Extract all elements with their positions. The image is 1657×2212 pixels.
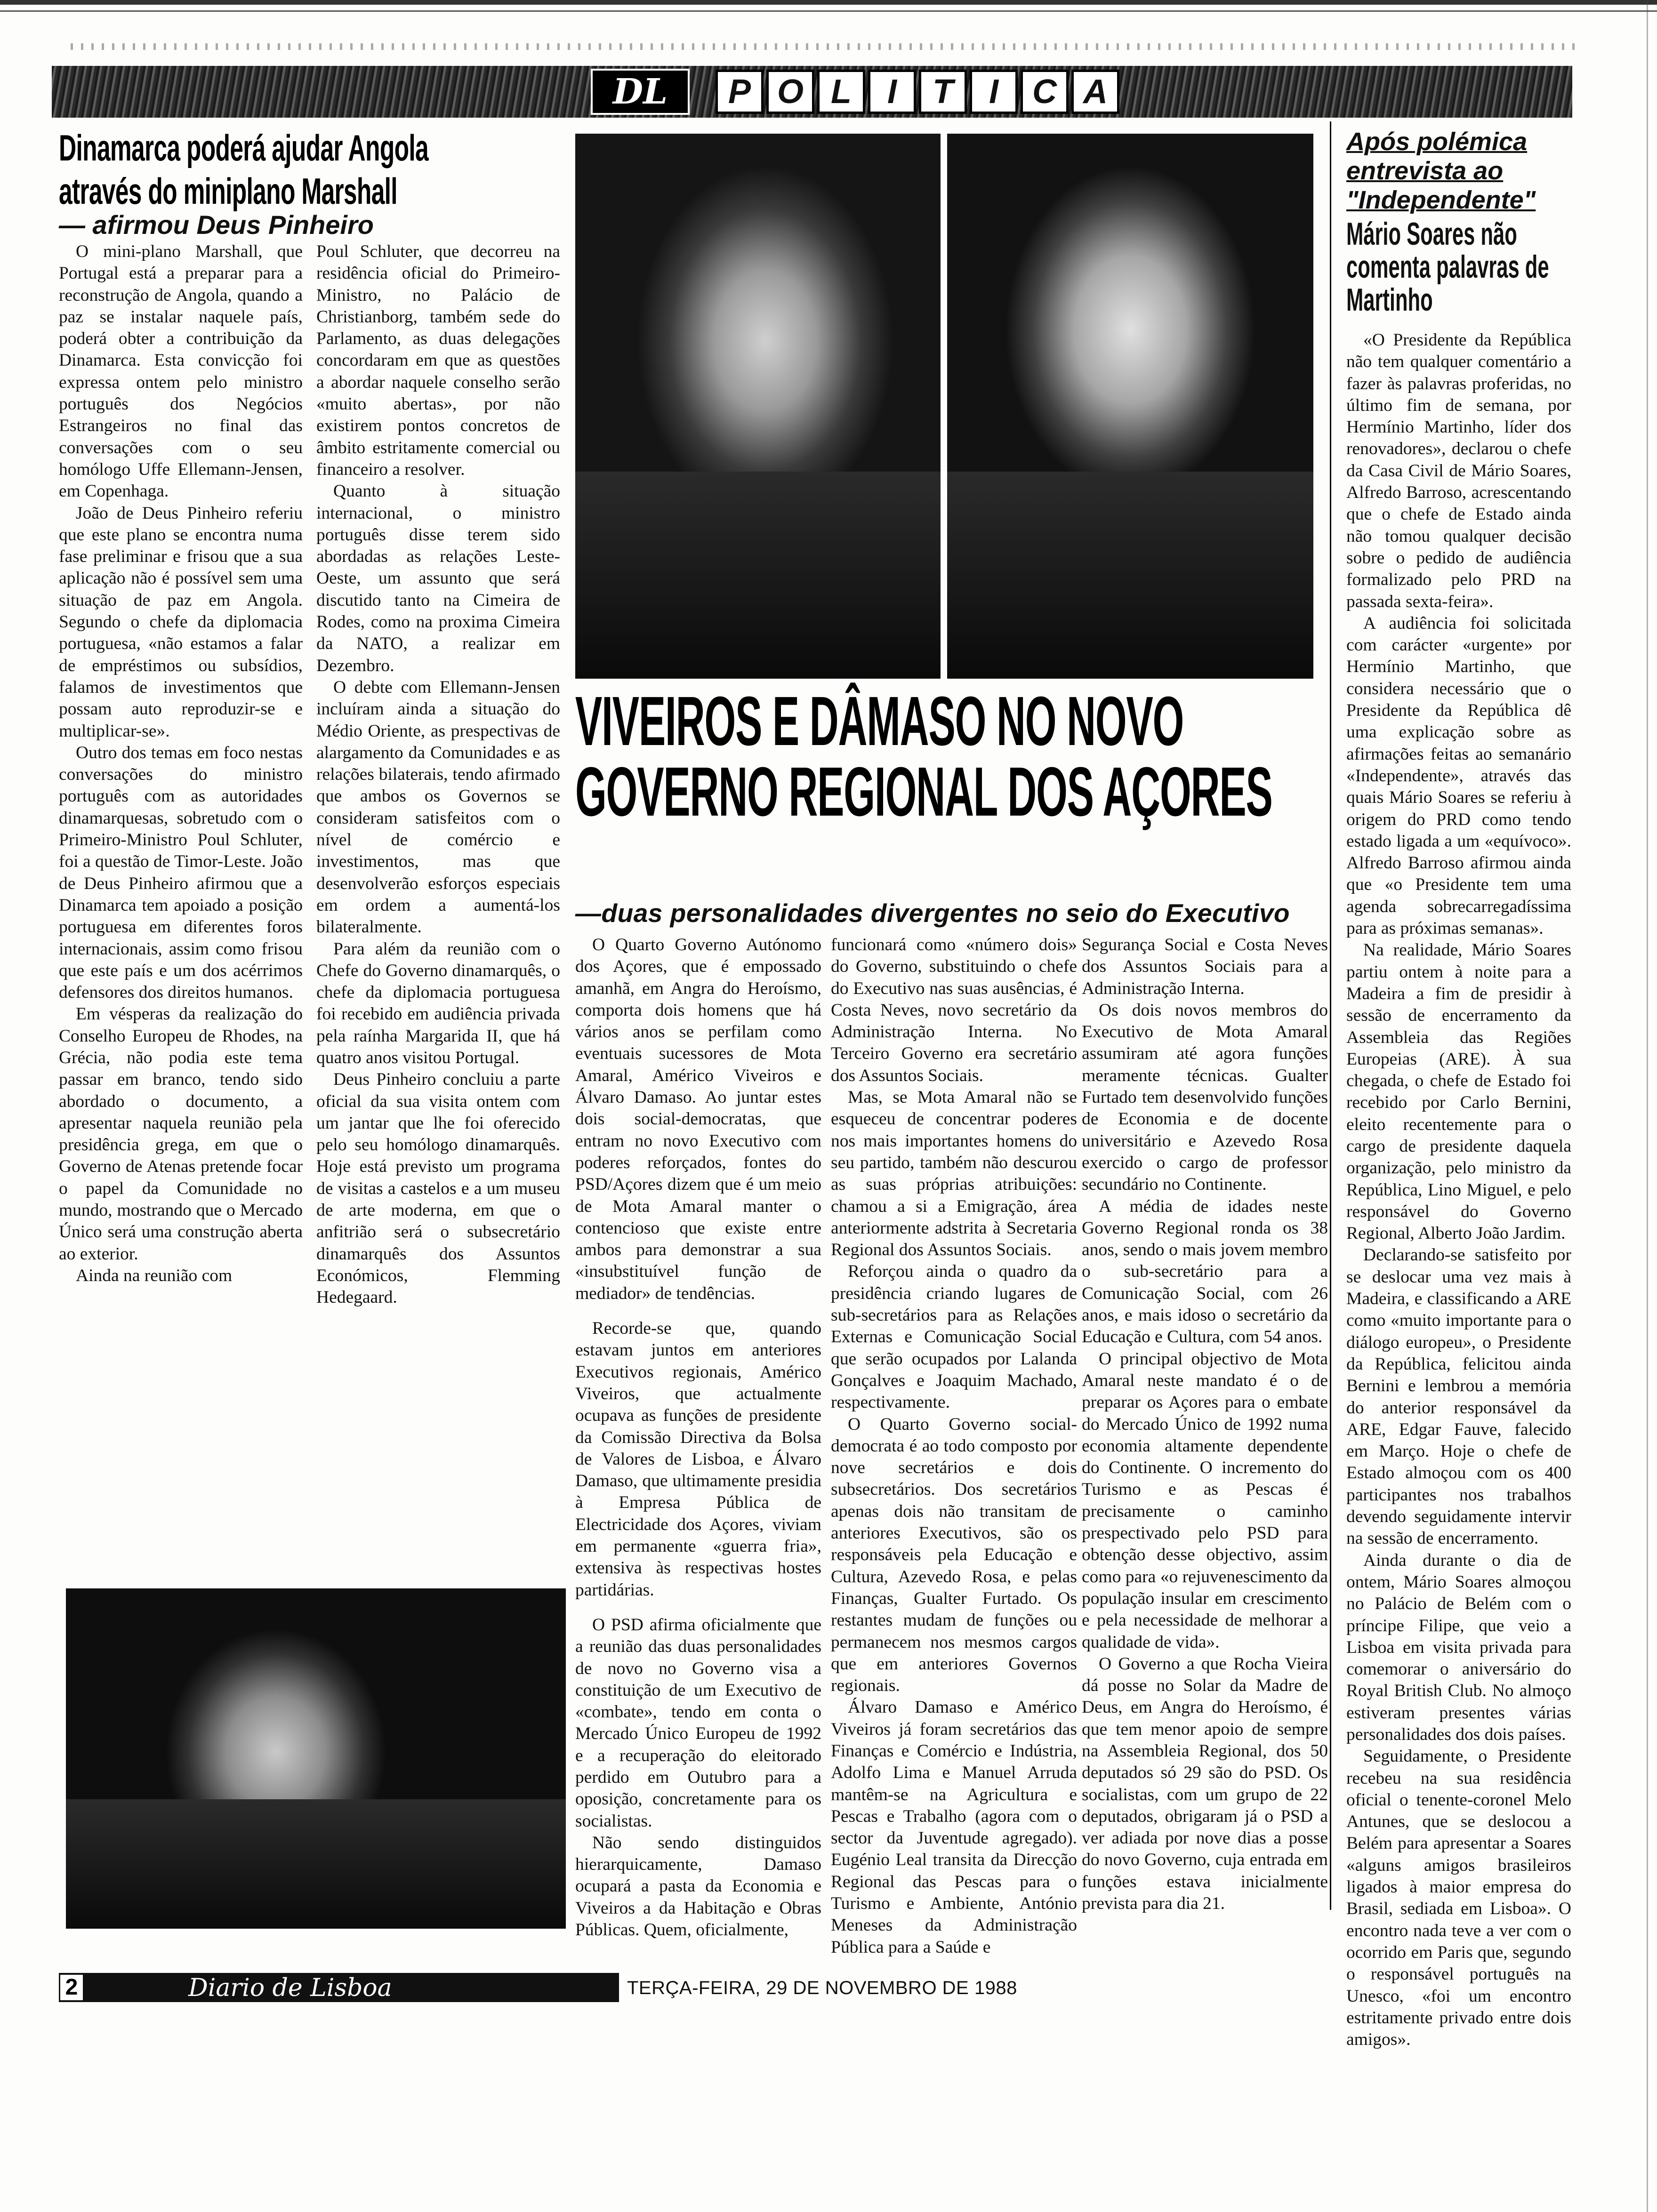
paragraph: O mini-plano Marshall, que Portugal está a preparar para a reconstrução de Angola, quando a paz se instalar naquele país, poderá obter a contribuição da Dinamarca. Esta convicção foi expressa ontem pelo ministro português dos Negócios Estrangeiros no final das conversações com o seu homólogo Uffe Ellemann-Jensen, em Copenhaga. xyxy=(59,242,303,501)
section-letter: I xyxy=(868,70,916,114)
column-rule xyxy=(1330,121,1331,1910)
page-edge xyxy=(1647,0,1648,2212)
article2-column-2 xyxy=(831,934,1077,1958)
article2-column-3 xyxy=(1082,934,1328,1915)
paragraph: O Governo a que Rocha Vieira dá posse no Solar da Madre de Deus, em Angra do Heroísmo, é que tem menor apoio de sempre na Assembleia Regional, dos 50 deputados só 29 são do PSD. Os socialistas, com um grupo de 22 deputados, obrigaram já o PSD a ver adiada por nove dias a posse do novo Governo, cuja entrada em funções estava inicialmente prevista para dia 21. xyxy=(1082,1654,1328,1914)
section-letter: A xyxy=(1071,70,1119,114)
paragraph: A média de idades neste Governo Regional ronda os 38 anos, sendo o mais jovem membro o sub-secretário para a Comunicação Social, com 26 anos, e mais idoso o secretário da Educação e Cultura, com 54 anos. xyxy=(1082,1196,1328,1347)
paragraph: «O Presidente da República não tem qualquer comentário a fazer às palavras proferidas, no último fim de semana, por Hermínio Martinho, líder dos renovadores», declarou o chefe da Casa Civil de Mário Soares, Alfredo Barroso, acrescentando que o chefe de Estado ainda não tomou qualquer decisão sobre o pedido de audiência formalizado pelo PRD na passada sexta-feira». xyxy=(1346,330,1571,611)
section-letter: T xyxy=(919,70,967,114)
paragraph: Não sendo distinguidos hierarquicamente, Damaso ocupará a pasta da Economia e Viveiros a da Habitação e Obras Públicas. Quem, oficialmente, xyxy=(575,1833,821,1940)
article2-subhead: —duas personalidades divergentes no seio do Executivo xyxy=(575,898,1290,928)
paragraph: Outro dos temas em foco nestas conversações do ministro português com as autoridades dinamarquesas, sobretudo com o Primeiro-Ministro Poul Schluter, foi a questão de Timor-Leste. João de Deus Pinheiro afirmou que a Dinamarca tem apoiado a posição portuguesa em diferentes foros internacionais, assim como frisou que este país e um dos acérrimos defensores dos direitos humanos. xyxy=(59,743,303,1002)
paragraph: Segurança Social e Costa Neves dos Assuntos Sociais para a Administração Interna. xyxy=(1082,935,1328,998)
photo-shading xyxy=(66,1799,566,1929)
issue-date: TERÇA-FEIRA, 29 DE NOVEMBRO DE 1988 xyxy=(627,1978,1017,1998)
article3-headline: Mário Soares não comenta palavras de Martinho xyxy=(1346,216,1549,318)
photo-shading xyxy=(947,472,1313,679)
spacer xyxy=(575,1601,821,1614)
top-rule xyxy=(0,0,1657,5)
paragraph: Ainda na reunião com xyxy=(76,1266,233,1285)
paragraph: O Quarto Governo social-democrata é ao todo composto por nove secretários e dois subsecretários. Dos secretários apenas dois não transitam de anteriores Executivos, são os responsáveis pela Educação e Cultura, Azevedo Rosa, e pelas Finanças, Gualter Furtado. Os restantes mudam de funções ou permanecem nos mesmos cargos que em anteriores Governos regionais. xyxy=(831,1414,1077,1696)
paragraph: Em vésperas da realização do Conselho Europeu de Rhodes, na Grécia, não podia este tema passar em branco, tendo sido abordado o documento, a apresentar naquela reunião pela presidência grega, em que o Governo de Atenas pretende focar o papel da Comunidade no mundo, mostrando que o Mercado Único será uma construção aberta ao exterior. xyxy=(59,1004,303,1264)
paragraph: Seguidamente, o Presidente recebeu na sua residência oficial o tenente-coronel Melo Antunes, que se deslocou a Belém para apresentar a Soares «alguns amigos brasileiros ligados à maior empresa do Brasil, sediada em Lisboa». O encontro nada teve a ver com o ocorrido em Paris que, segundo o responsável português na Unesco, «foi um encontro estritamente privado entre dois amigos». xyxy=(1346,1747,1571,2050)
portrait-photo-right xyxy=(947,134,1313,679)
paragraph: Quanto à situação internacional, o ministro português disse terem sido abordadas as relações Leste-Oeste, um assunto que será discutido tanto na Cimeira de Rodes, como na proxima Cimeira da NATO, a realizar em Dezembro. xyxy=(316,481,560,675)
paragraph: Na realidade, Mário Soares partiu ontem à noite para a Madeira a fim de presidir à sessão de encerramento da Assembleia das Regiões Europeias (ARE). À sua chegada, o chefe de Estado foi recebido por Carlo Bernini, eleito recentemente para o cargo de presidente daquela organização, pelo ministro da República, Lino Miguel, e pelo responsável do Governo Regional, Alberto João Jardim. xyxy=(1346,940,1571,1243)
page-number: 2 xyxy=(60,1975,83,2000)
paragraph: Deus Pinheiro concluiu a parte oficial da sua visita ontem com um jantar que lhe foi oferecido pelo seu homólogo dinamarquês. Hoje está previsto um programa de visitas a castelos e a um museu de arte moderna, em que o anfitrião será o subsecretário dinamarquês dos Assuntos Económicos, Flemming Hedegaard. xyxy=(316,1070,560,1307)
paragraph: Recorde-se que, quando estavam juntos em anteriores Executivos regionais, Américo Viveiros, que actualmente ocupava as funções de presidente da Comissão Directiva da Bolsa de Valores de Lisboa, e Álvaro Damaso, que ultimamente presidia à Empresa Pública de Electricidade dos Açores, viviam em permanente «guerra fria», extensiva às respectivas hostes partidárias. xyxy=(575,1319,821,1600)
portrait-photo-left xyxy=(575,134,941,679)
paragraph: A audiência foi solicitada com carácter «urgente» por Hermínio Martinho, que considera necessário que o Presidente da República dê uma explicação sobre as afirmações feitas ao semanário «Independente», através das quais Mário Soares se referiu à origem do PRD como tendo estado ligada a um «equívoco». Alfredo Barroso afirmou ainda que «o Presidente tem uma agenda sobrecarregadíssima para as próximas semanas». xyxy=(1346,613,1571,938)
dotted-rule xyxy=(71,43,1577,50)
section-letter: P xyxy=(716,70,764,114)
article3-header xyxy=(1346,127,1577,316)
paragraph: Os dois novos membros do Executivo de Mota Amaral assumiram até agora funções meramente técnicas. Gualter Furtado tem desenvolvido funções de Economia e de docente universitário e Azevedo Rosa exercido o cargo de professor secundário no Continente. xyxy=(1082,1000,1328,1194)
article3-column xyxy=(1346,329,1571,2051)
paragraph: Para além da reunião com o Chefe do Governo dinamarquês, o chefe da diplomacia portuguesa foi recebido em audiência privada pela raínha Margarida II, que há quatro anos visitou Portugal. xyxy=(316,939,560,1067)
article2-headline: VIVEIROS E DÂMASO NO NOVO GOVERNO REGIONAL DOS AÇORES xyxy=(575,682,1272,831)
masthead-name: Diario de Lisboa xyxy=(188,1974,392,2002)
article2-column-1 xyxy=(575,934,821,1941)
section-letter: C xyxy=(1021,70,1069,114)
article3-kicker: Após polémica entrevista ao "Independente" xyxy=(1346,128,1536,214)
paragraph: Declarando-se satisfeito por se deslocar uma vez mais à Madeira, e classificando a ARE como «muito importante para o diálogo europeu», o Presidente da República, felicitou ainda Bernini e lembrou a memória do anterior responsável da ARE, Edgar Fauve, falecido em Março. Hoje o chefe de Estado almoçou com os 400 participantes nos trabalhos devendo seguidamente intervir na sessão de encerramento. xyxy=(1346,1245,1571,1548)
paragraph: O Quarto Governo Autónomo dos Açores, que é empossado amanhã, em Angra do Heroísmo, comporta dois homens que há vários anos se perfilam como eventuais sucessores de Mota Amaral, Américo Viveiros e Álvaro Damaso. Ao juntar estes dois social-democratas, que entram no novo Executivo com poderes reforçados, fontes do PSD/Açores dizem que é um meio de Mota Amaral manter o contencioso que existe entre ambos para demonstrar a sua «insubstituível função de mediador» de tendências. xyxy=(575,935,821,1303)
paragraph: Álvaro Damaso e Américo Viveiros já foram secretários das Finanças e Comércio e Indústria, Adolfo Lima e Manuel Arruda mantêm-se na Agricultura e Pescas e Trabalho (agora com o sector da Juventude agregado). Eugénio Leal transita da Direcção Regional das Pescas para o Turismo e Ambiente, António Meneses da Administração Pública para a Saúde e xyxy=(831,1698,1077,1957)
section-letter: L xyxy=(817,70,865,114)
article1-column-1 xyxy=(59,241,303,1287)
paragraph: O PSD afirma oficialmente que a reunião das duas personalidades de novo no Governo visa a constituição de um Executivo de «combate», tendo em conta o Mercado Único Europeu de 1992 e a recuperação do eleitorado perdido em Outubro para a oposição, concretamente para os socialistas. xyxy=(575,1615,821,1831)
newspaper-logo: DL xyxy=(591,69,690,115)
section-title xyxy=(716,70,1122,114)
paragraph: Mas, se Mota Amaral não se esqueceu de concentrar poderes nos mais importantes homens do seu partido, também não descurou as suas próprias atribuições: chamou a si a Emigração, área anteriormente adstrita à Secretaria Regional dos Assuntos Sociais. xyxy=(831,1088,1077,1260)
photo-shading xyxy=(575,472,941,679)
paragraph: O debte com Ellemann-Jensen incluíram ainda a situação do Médio Oriente, as prespectivas de alargamento da Comunidades e as relações bilaterais, tendo afirmado que ambos os Governos se consideram satisfeitos com o nível de comércio e investimentos, mas que desenvolverão esforços especiais em ordem a aumentá-los bilateralmente. xyxy=(316,677,560,937)
paragraph: João de Deus Pinheiro referiu que este plano se encontra numa fase preliminar e frisou que a sua aplicação não é possível sem uma situação de paz em Angola. Segundo o chefe da diplomacia portuguesa, «não estamos a falar de empréstimos ou subsídios, falamos de investimentos que possam auto reproduzir-se e multiplicar-se». xyxy=(59,503,303,741)
article1-headline: Dinamarca poderá ajudar Angola através do miniplano Marshall xyxy=(59,127,429,212)
paragraph: O principal objectivo de Mota Amaral neste mandato é o de preparar os Açores para o embate do Mercado Único de 1992 numa economia altamente dependente do Continente. O incremento do Turismo e as Pescas é precisamente o caminho prespectivado pelo PSD para obtenção desse objectivo, assim como para «o rejuvenescimento da população insular em crescimento e pela necessidade de melhorar a qualidade de vida». xyxy=(1082,1349,1328,1652)
paragraph: Ainda durante o dia de ontem, Mário Soares almoçou no Palácio de Belém com o príncipe Filipe, que veio a Lisboa em visita privada para comemorar o aniversário do Royal British Club. No almoço estiveram presentes várias personalidades dos dois países. xyxy=(1346,1550,1571,1744)
paragraph: Poul Schluter, que decorreu na residência oficial do Primeiro-Ministro, no Palácio de Christianborg, também sede do Parlamento, as duas delegações concordaram em que as questões a abordar naquele conselho serão «muito abertas», por não existirem pontos concretos de âmbito estritamente comercial ou financeiro a resolver. xyxy=(316,242,560,479)
section-letter: O xyxy=(766,70,814,114)
portrait-photo-bearded-man xyxy=(66,1588,566,1929)
top-rule-thin xyxy=(0,10,1657,12)
article1-subhead: — afirmou Deus Pinheiro xyxy=(59,210,374,240)
spacer xyxy=(575,1305,821,1318)
section-letter: I xyxy=(970,70,1018,114)
paragraph: funcionará como «número dois» do Governo, substituindo o chefe do Executivo nas suas ausências, é Costa Neves, novo secretário da Administração Interna. No Terceiro Governo era secretário dos Assuntos Sociais. xyxy=(831,935,1077,1085)
paragraph: Reforçou ainda o quadro da presidência criando lugares de sub-secretários para as Relações Externas e Comunicação Social que serão ocupados por Lalanda Gonçalves e Joaquim Machado, respectivamente. xyxy=(831,1262,1077,1412)
article1-column-2 xyxy=(316,241,560,1309)
